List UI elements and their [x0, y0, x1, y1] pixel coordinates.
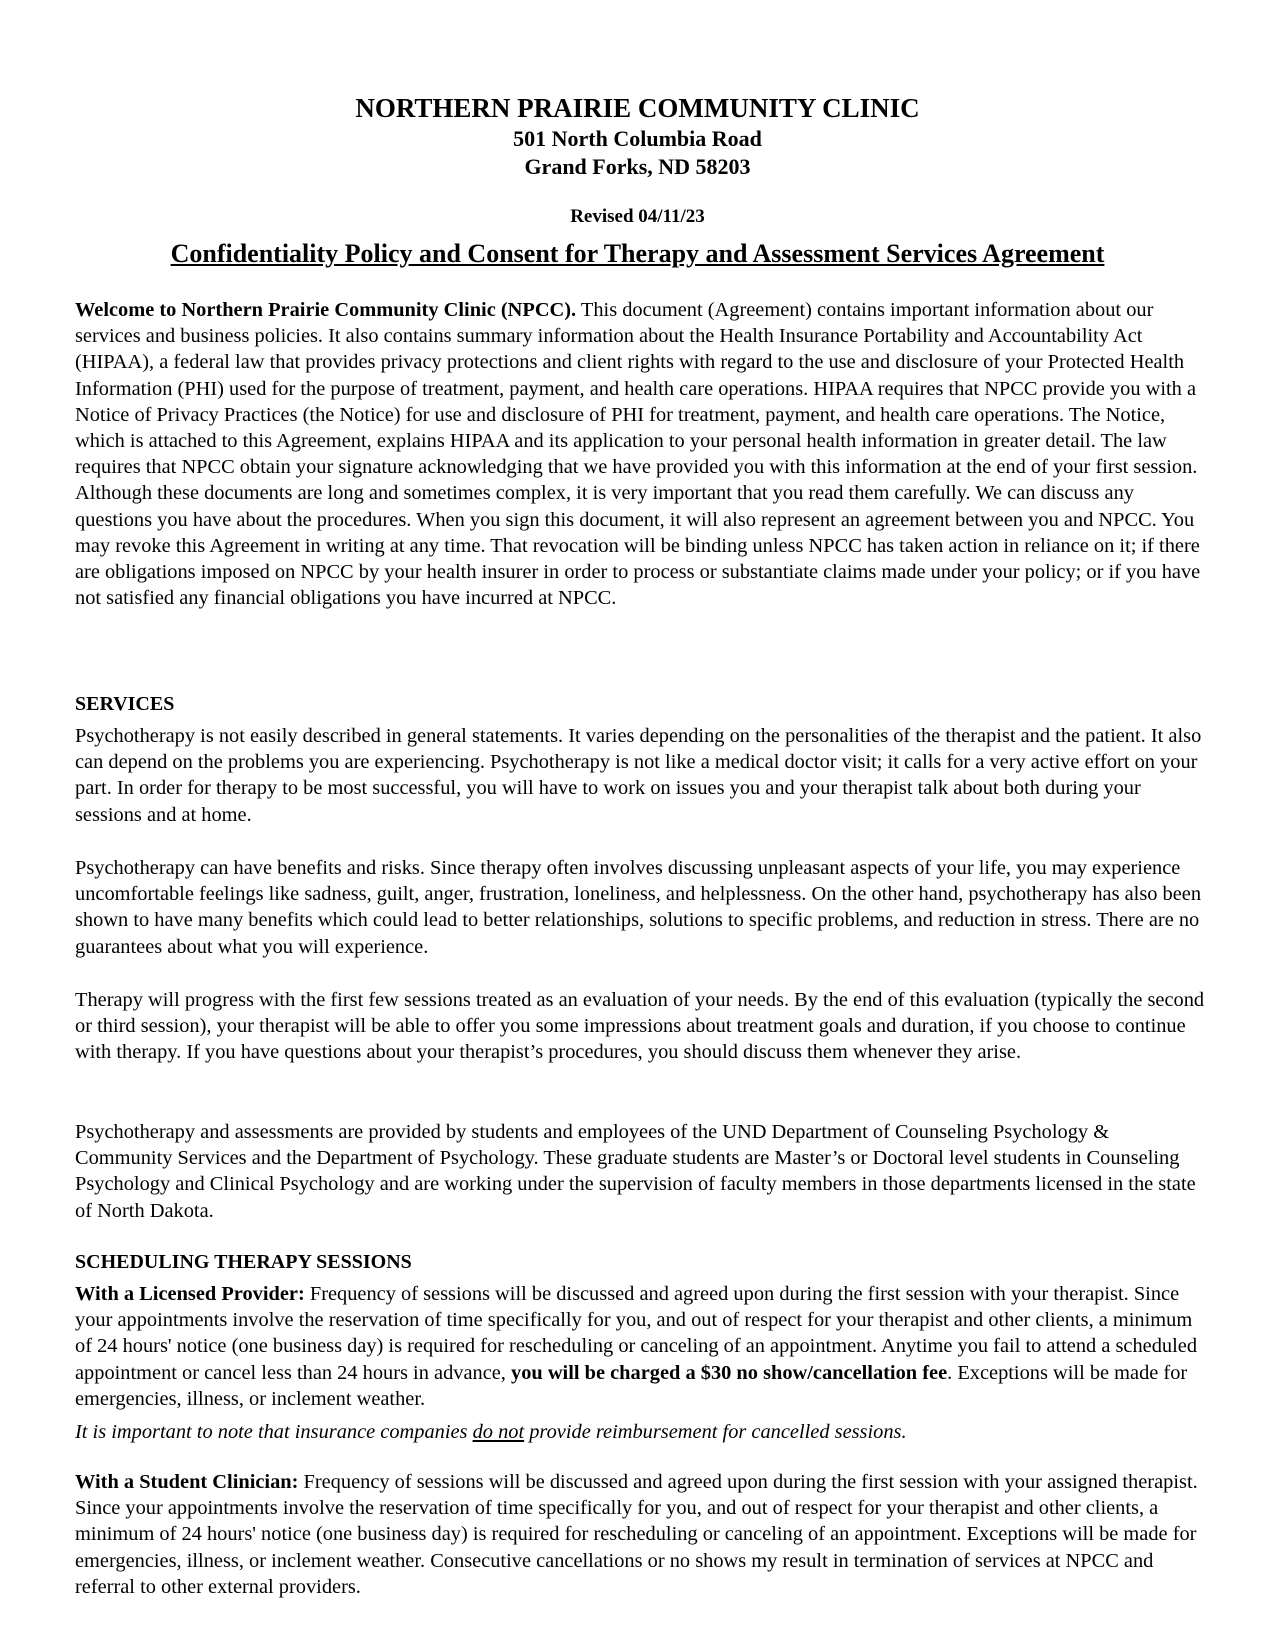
licensed-provider-lead: With a Licensed Provider:	[75, 1283, 305, 1305]
scheduling-heading: SCHEDULING THERAPY SESSIONS	[75, 1251, 412, 1273]
licensed-provider-text: Frequency of sessions will be discussed and agreed upon during the first session with your therapist. Since your appointments involve the reservation of time specifically for you, and out of respect for your therapist and other clients, a minimum of 24 hours' notice (one business day) is required for rescheduling or canceling of an appointment. Anytime you fail to attend a scheduled appointment or cancel less than 24 hours in advance,	[75, 1283, 1198, 1384]
services-heading: SERVICES	[75, 693, 175, 715]
licensed-provider-paragraph	[75, 1281, 1210, 1412]
student-clinician-text: Frequency of sessions will be discussed and agreed upon during the first session with your assigned therapist. Since your appointments involve the reservation of time specifically for you, and out of respect for your therapist and other clients, a minimum of 24 hours' notice (one business day) is required for rescheduling or canceling of an appointment. Exceptions will be made for emergencies, illness, or inclement weather. Consecutive cancellations or no shows my result in termination of services at NPCC and referral to other external providers.	[75, 1471, 1198, 1598]
address-line-1: 501 North Columbia Road	[513, 126, 762, 151]
services-paragraph-3: Therapy will progress with the first few sessions treated as an evaluation of your needs. By the end of this evaluation (typically the second or third session), your therapist will be able to offer you some impressions about treatment goals and duration, if you choose to continue with therapy. If you have questions about your therapist’s procedures, you should discuss them whenever they arise.	[75, 989, 1205, 1064]
address-line-2: Grand Forks, ND 58203	[524, 154, 751, 179]
cancellation-fee-text: you will be charged a $30 no show/cancellation fee	[511, 1361, 948, 1384]
clinic-name: NORTHERN PRAIRIE COMMUNITY CLINIC	[355, 93, 920, 123]
student-clinician-paragraph	[75, 1469, 1210, 1600]
intro-paragraph	[75, 297, 1210, 611]
insurance-note-emphasis: do not	[472, 1421, 525, 1443]
services-paragraph-2: Psychotherapy can have benefits and risks. Since therapy often involves discussing unpleasant aspects of your life, you may experience uncomfortable feelings like sadness, guilt, anger, frustration, loneliness, and helplessness. On the other hand, psychotherapy has also been shown to have many benefits which could lead to better relationships, solutions to specific problems, and reduction in stress. There are no guarantees about what you will experience.	[75, 857, 1202, 958]
services-paragraph-1: Psychotherapy is not easily described in general statements. It varies depending on the personalities of the therapist and the patient. It also can depend on the problems you are experiencing. Psychotherapy is not like a medical doctor visit; it calls for a very active effort on your part. In order for therapy to be most successful, you will have to work on issues you and your therapist talk about both during your sessions and at home.	[75, 725, 1202, 826]
services-paragraph-4: Psychotherapy and assessments are provided by students and employees of the UND Department of Counseling Psychology & Community Services and the Department of Psychology. These graduate students are Master’s or Doctoral level students in Counseling Psychology and Clinical Psychology and are working under the supervision of faculty members in those departments licensed in the state of North Dakota.	[75, 1121, 1196, 1222]
intro-lead: Welcome to Northern Prairie Community Clinic (NPCC).	[75, 299, 577, 321]
intro-text: This document (Agreement) contains important information about our services and business policies. It also contains summary information about the Health Insurance Portability and Accountability Act (HIPAA), a federal law that provides privacy protections and client rights with regard to the use and disclosure of your Protected Health Information (PHI) used for the purpose of treatment, payment, and health care operations. HIPAA requires that NPCC provide you with a Notice of Privacy Practices (the Notice) for use and disclosure of PHI for treatment, payment, and health care operations. The Notice, which is attached to this Agreement, explains HIPAA and its application to your personal health information in greater detail. The law requires that NPCC obtain your signature acknowledging that we have provided you with this information at the end of your first session. Although these documents are long and sometimes complex, it is very important that you read them carefully. We can discuss any questions you have about the procedures. When you sign this document, it will also represent an agreement between you and NPCC. You may revoke this Agreement in writing at any time. That revocation will be binding unless NPCC has taken action in reliance on it; if there are obligations imposed on NPCC by your health insurer in order to process or substantiate claims made under your policy; or if you have not satisfied any financial obligations you have incurred at NPCC.	[75, 299, 1201, 610]
revision-date: Revised 04/11/23	[570, 206, 705, 227]
licensed-provider-tail: . Exceptions will be made for emergencies, illness, or inclement weather.	[75, 1361, 1188, 1410]
insurance-note-before: It is important to note that insurance companies	[75, 1421, 473, 1443]
document-title: Confidentiality Policy and Consent for Therapy and Assessment Services Agreement	[170, 239, 1105, 268]
insurance-note	[75, 1419, 1210, 1445]
insurance-note-after: provide reimbursement for cancelled sessions.	[524, 1421, 907, 1443]
student-clinician-lead: With a Student Clinician:	[75, 1471, 299, 1493]
